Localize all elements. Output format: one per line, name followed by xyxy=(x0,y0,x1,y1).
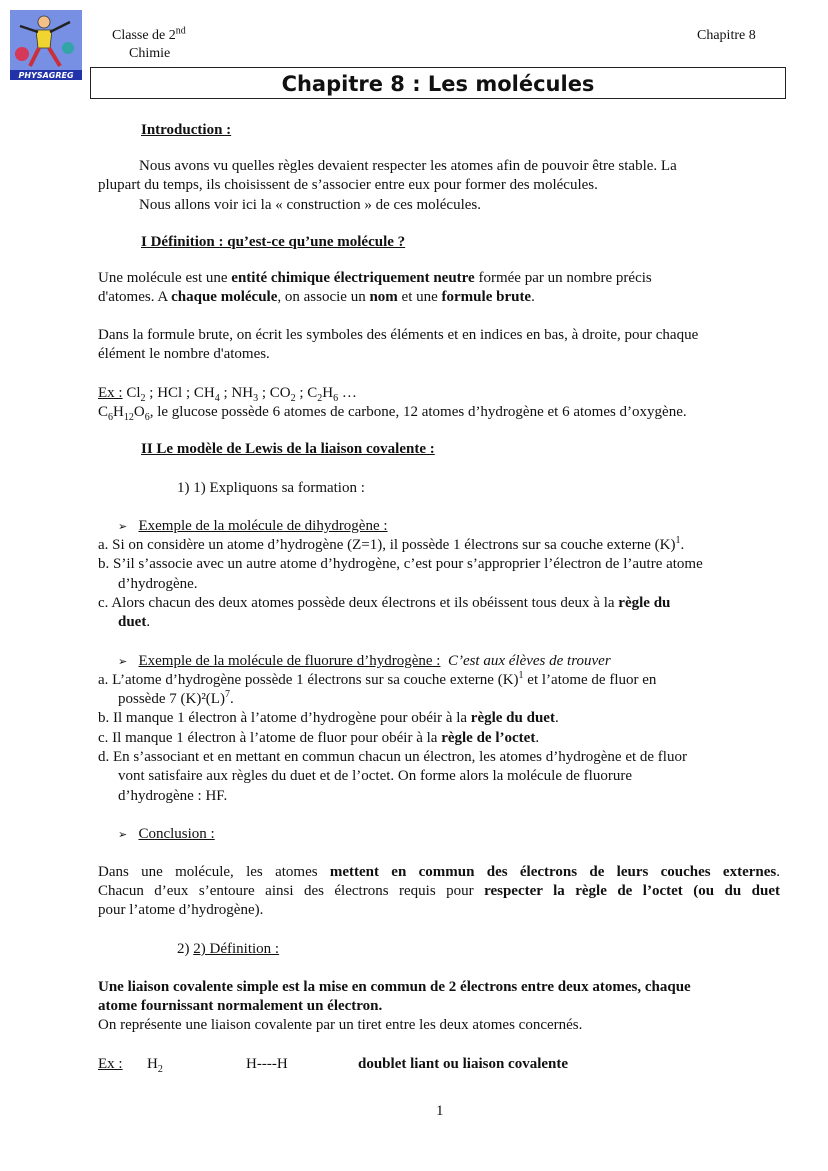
glucose-line: $C_6H_{12}O_6$, le glucose possède 6 atomes de carbone, 12 atomes d’hydrogène et 6 atomes d’oxygène. xyxy=(98,404,687,423)
section1-heading: I Définition : qu’est-ce qu’une molécule ? xyxy=(141,234,406,250)
doublet-liant-label: doublet liant ou liaison covalente xyxy=(358,1056,569,1072)
intro-p1b: plupart du temps, ils choisissent de s’associer entre eux pour former des molécules. xyxy=(98,177,598,193)
arrow-bullet-icon: ➢ xyxy=(118,656,128,668)
covalent-definition-1: Une liaison covalente simple est la mise en commun de 2 électrons entre deux atomes, chaque xyxy=(98,979,691,995)
example2-a1: a. L’atome d’hydrogène possède 1 électrons sur sa couche externe $(K)^1$ et l’atome de fluor en xyxy=(98,670,657,688)
example2-c: c. Il manque 1 électron à l’atome de fluor pour obéir à la règle de l’octet. xyxy=(98,730,540,746)
example-h2: $H_2$ xyxy=(147,1056,163,1075)
arrow-bullet-icon: ➢ xyxy=(118,521,128,533)
example1-b1: b. S’il s’associe avec un autre atome d’hydrogène, c’est pour s’approprier l’électron de l’autre atome xyxy=(98,556,703,572)
subsection-1: 1) 1) Expliquons sa formation : xyxy=(177,480,365,496)
example1-a: a. Si on considère un atome d’hydrogène (Z=1), il possède 1 électrons sur sa couche externe $(K)^1$. xyxy=(98,535,685,553)
svg-text:PHYSAGREG: PHYSAGREG xyxy=(18,71,74,80)
covalent-definition-2: atome fournissant normalement un électron. xyxy=(98,998,383,1014)
intro-heading: Introduction : xyxy=(141,122,232,138)
example1-b2: d’hydrogène. xyxy=(118,576,198,592)
header-subject: Chimie xyxy=(129,46,171,61)
example2-d3: d’hydrogène : HF. xyxy=(118,788,228,804)
covalent-definition-3: On représente une liaison covalente par un tiret entre les deux atomes concernés. xyxy=(98,1017,583,1033)
definition-line1: Une molécule est une entité chimique électriquement neutre formée par un nombre précis xyxy=(98,270,652,286)
lewis-h2: H----H xyxy=(246,1056,288,1072)
page-number: 1 xyxy=(436,1103,444,1119)
example2-a2: possède 7 $(K)^2(L)^7$. xyxy=(118,689,234,707)
example2-title: ➢ Exemple de la molécule de fluorure d’hydrogène : C’est aux élèves de trouver xyxy=(118,653,611,669)
example1-c2: duet. xyxy=(118,614,151,630)
example1-title: ➢ Exemple de la molécule de dihydrogène : xyxy=(118,518,388,534)
conclusion-line1: Dans une molécule, les atomes mettent en commun des électrons de leurs couches externes. xyxy=(98,864,780,880)
brute-line2: élément le nombre d'atomes. xyxy=(98,346,270,362)
page-title: Chapitre 8 : Les molécules xyxy=(90,67,786,99)
conclusion-line2: Chacun d’eux s’entoure ainsi des électrons requis pour respecter la règle de l’octet (ou du duet xyxy=(98,883,781,899)
formula-examples: Ex : $Cl_2$ ; HCl ; $CH_4$ ; $NH_3$ ; $CO_2$ ; $C_2H_6$ … xyxy=(98,385,357,404)
section2-heading: II Le modèle de Lewis de la liaison covalente : xyxy=(141,441,435,457)
intro-p2: Nous allons voir ici la « construction » de ces molécules. xyxy=(139,197,482,213)
header-class: Classe de 2nd Chimie xyxy=(112,25,186,61)
intro-p1a: Nous avons vu quelles règles devaient respecter les atomes afin de pouvoir être stable. La xyxy=(139,158,677,174)
definition-line2: d'atomes. A chaque molécule, on associe un nom et une formule brute. xyxy=(98,289,535,305)
example2-d1: d. En s’associant et en mettant en commun chacun un électron, les atomes d’hydrogène et de fluor xyxy=(98,749,687,765)
physagreg-logo xyxy=(8,8,84,80)
conclusion-line3: pour l’atome d’hydrogène). xyxy=(98,902,264,918)
example2-d2: vont satisfaire aux règles du duet et de l’octet. On forme alors la molécule de fluorure xyxy=(118,768,632,784)
example1-c1: c. Alors chacun des deux atomes possède deux électrons et ils obéissent tous deux à la règle du xyxy=(98,595,671,611)
arrow-bullet-icon: ➢ xyxy=(118,829,128,841)
brute-line1: Dans la formule brute, on écrit les symboles des éléments et en indices en bas, à droite, pour chaque xyxy=(98,327,699,343)
example2-b: b. Il manque 1 électron à l’atome d’hydrogène pour obéir à la règle du duet. xyxy=(98,710,559,726)
header-chapter: Chapitre 8 xyxy=(697,28,756,43)
subsection-2: 2) 2) Définition : xyxy=(177,941,280,957)
conclusion-title: ➢ Conclusion : xyxy=(118,826,215,842)
example-label: Ex : xyxy=(98,1056,123,1072)
